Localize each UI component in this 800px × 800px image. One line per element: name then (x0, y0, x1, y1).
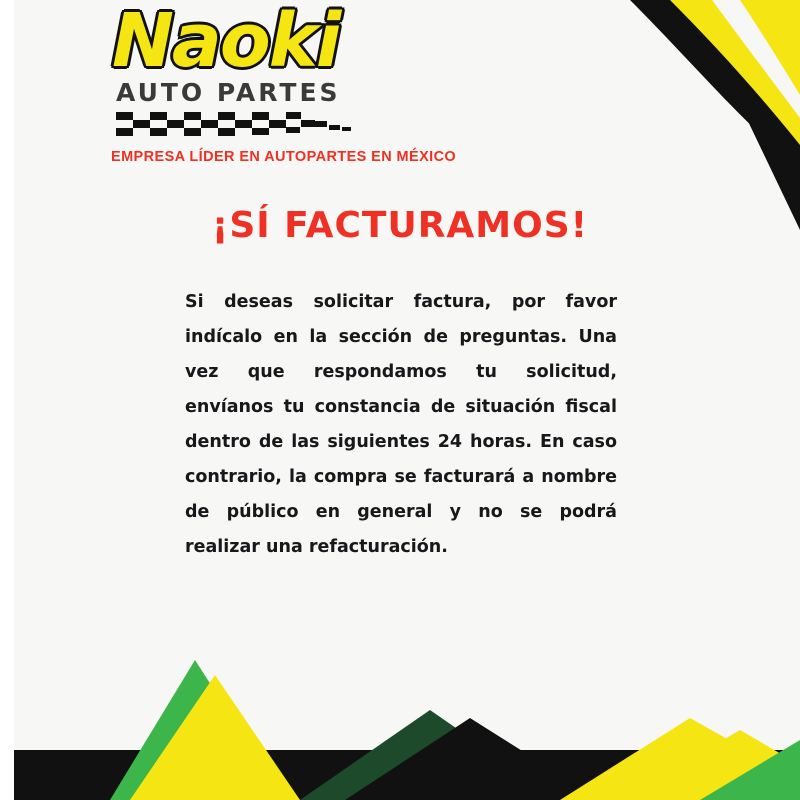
page-title: ¡SÍ FACTURAMOS! (211, 205, 589, 246)
left-edge (0, 0, 14, 800)
checkered-flag-icon (116, 112, 366, 138)
brand-name: Naoki (112, 0, 340, 84)
bottom-decoration (0, 600, 800, 800)
brand-logo (108, 0, 468, 166)
brand-tagline: EMPRESA LÍDER EN AUTOPARTES EN MÉXICO (111, 149, 457, 166)
body-text: Si deseas solicitar factura, por favor indícalo en la sección de preguntas. Una vez que respondamos tu solicitud, envíanos tu constancia de situación fiscal dentro de las siguientes 24 horas. En caso contrario, la compra se facturará a nombre de público en general y no se podrá realizar una refacturación. (185, 292, 617, 557)
brand-subtitle: AUTO PARTES (116, 78, 341, 108)
top-right-decoration (440, 0, 800, 230)
